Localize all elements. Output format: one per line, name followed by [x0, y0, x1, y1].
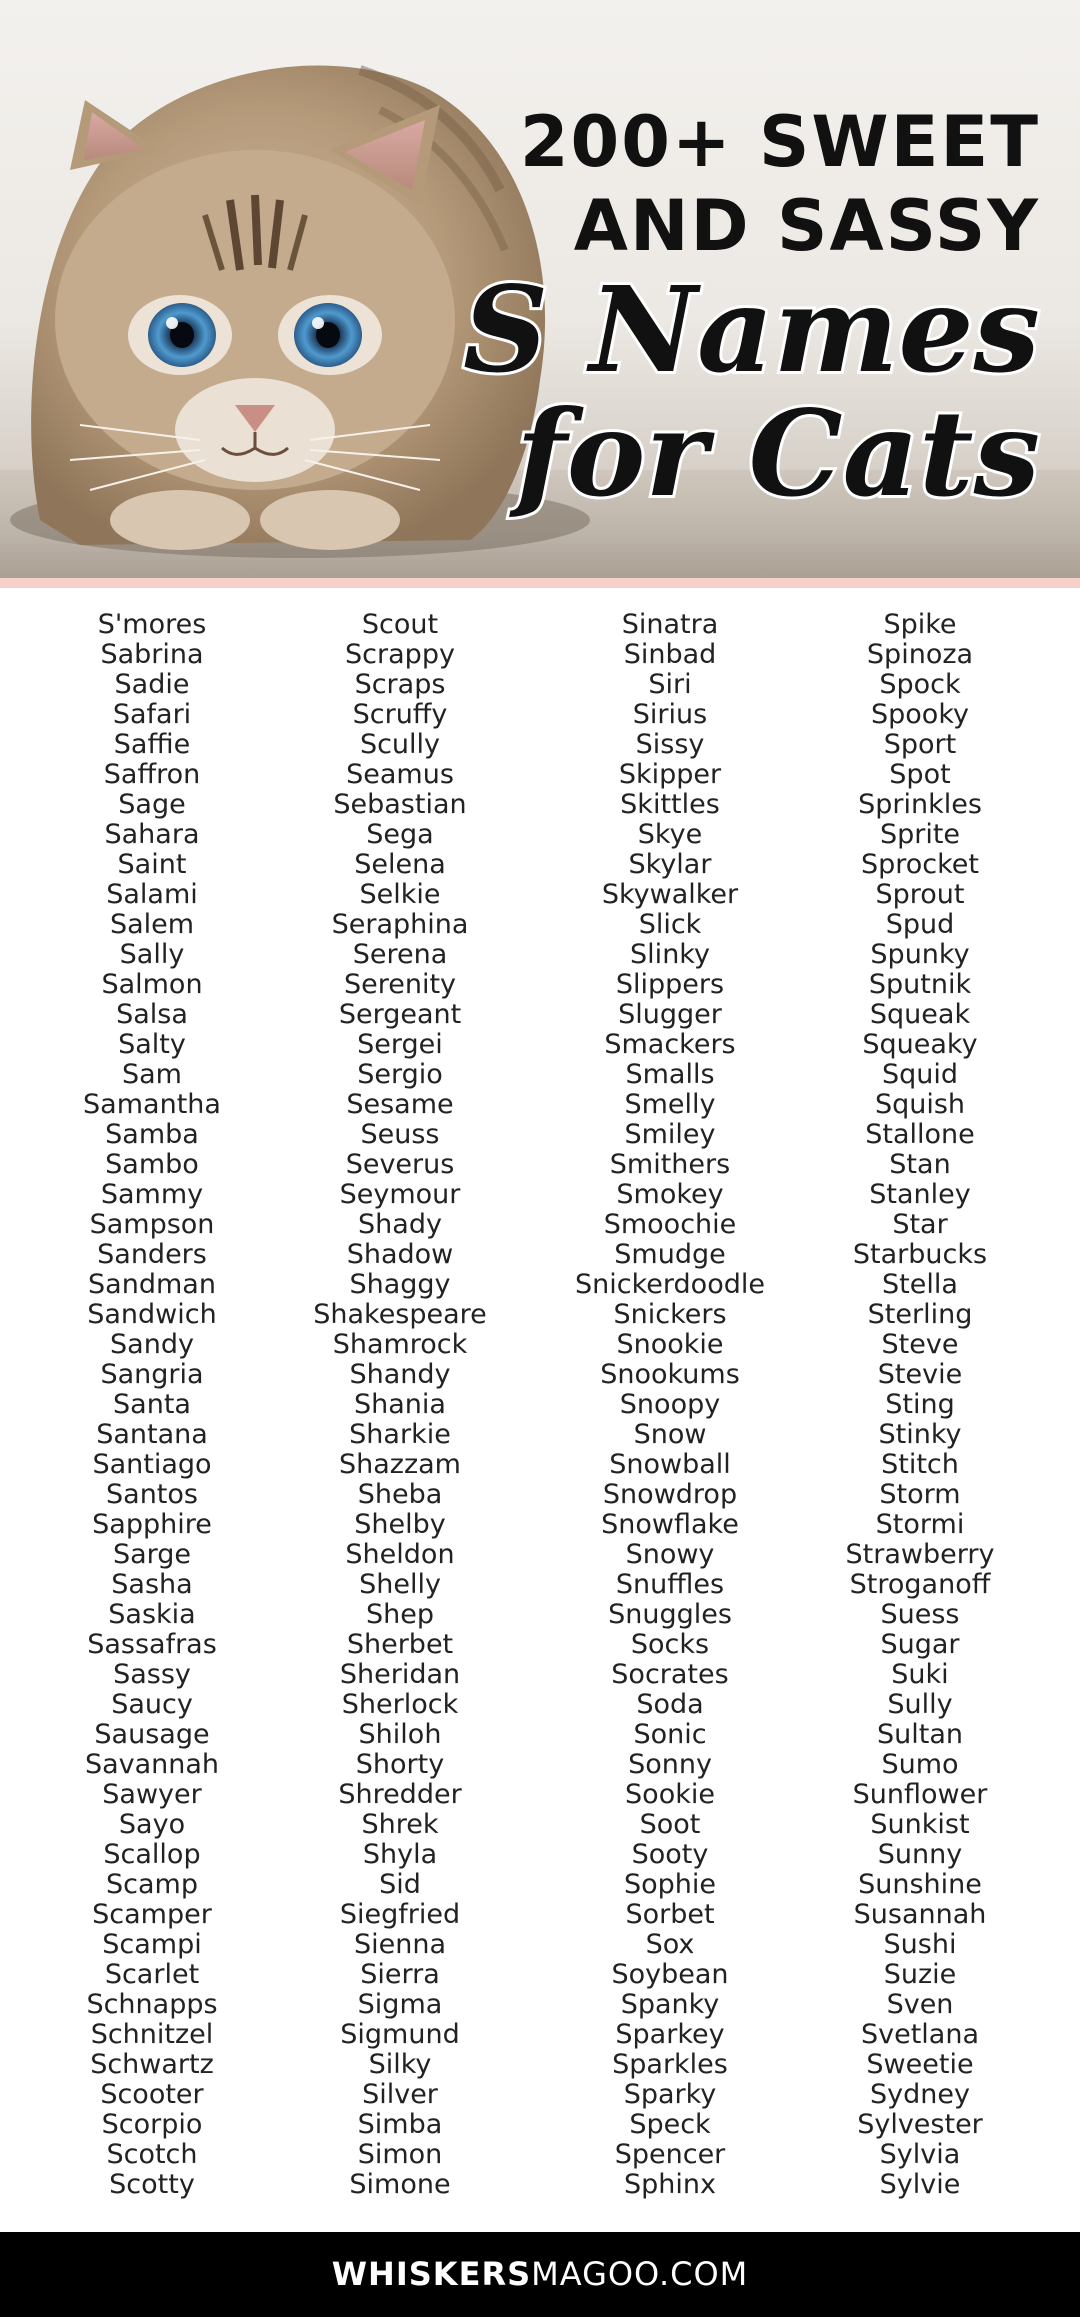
name-item: Sonic: [633, 1719, 707, 1750]
name-item: Sergei: [357, 1029, 443, 1060]
headline: [440, 100, 1040, 523]
name-item: Skipper: [618, 759, 722, 790]
name-item: Snowflake: [601, 1509, 739, 1540]
name-item: Scampi: [102, 1929, 202, 1960]
name-item: Santos: [106, 1479, 198, 1510]
name-item: Scotch: [106, 2139, 198, 2170]
name-item: Shelly: [359, 1569, 441, 1600]
name-item: Sooty: [631, 1839, 709, 1870]
name-item: Saffie: [113, 729, 191, 760]
name-item: Scallop: [103, 1839, 201, 1870]
name-item: Sasha: [111, 1569, 193, 1600]
name-item: Spike: [883, 609, 957, 640]
name-item: Stella: [882, 1269, 958, 1300]
name-item: Snowball: [609, 1449, 731, 1480]
name-item: Scruffy: [352, 699, 448, 730]
name-item: Spanky: [620, 1989, 720, 2020]
name-item: Shania: [354, 1389, 446, 1420]
name-item: Sandwich: [87, 1299, 217, 1330]
name-item: Skye: [637, 819, 703, 850]
name-item: Spencer: [614, 2139, 726, 2170]
name-item: Sinatra: [621, 609, 719, 640]
name-item: Scraps: [354, 669, 446, 700]
name-item: Schnapps: [86, 1989, 218, 2020]
name-item: Scrappy: [345, 639, 455, 670]
name-item: Sandy: [110, 1329, 194, 1360]
name-item: Sylvie: [879, 2169, 961, 2200]
name-item: Scarlet: [104, 1959, 200, 1990]
name-item: Snowdrop: [602, 1479, 738, 1510]
name-item: Sunny: [877, 1839, 963, 1870]
name-item: Seymour: [339, 1179, 461, 1210]
name-item: Suzie: [883, 1959, 957, 1990]
name-item: Siegfried: [339, 1899, 461, 1930]
name-item: Shandy: [349, 1359, 451, 1390]
name-item: Sawyer: [102, 1779, 202, 1810]
name-item: Sanders: [97, 1239, 207, 1270]
name-item: Sparky: [623, 2079, 717, 2110]
name-item: Samba: [105, 1119, 199, 1150]
name-item: Shorty: [355, 1749, 445, 1780]
name-item: Snickers: [613, 1299, 727, 1330]
name-item: Stormi: [875, 1509, 965, 1540]
name-item: Saffron: [103, 759, 201, 790]
name-item: Smoochie: [603, 1209, 737, 1240]
name-item: Santiago: [92, 1449, 212, 1480]
name-item: S'mores: [97, 609, 207, 640]
name-item: Scooter: [100, 2079, 204, 2110]
name-item: Stroganoff: [849, 1569, 991, 1600]
name-item: Sushi: [883, 1929, 957, 1960]
name-item: Smokey: [616, 1179, 724, 1210]
name-item: Soot: [639, 1809, 701, 1840]
name-item: Shadow: [346, 1239, 454, 1270]
name-item: Sheridan: [339, 1659, 461, 1690]
name-item: Sunkist: [870, 1809, 970, 1840]
names-column-1: [22, 610, 282, 2200]
name-item: Sally: [119, 939, 185, 970]
name-item: Sausage: [94, 1719, 210, 1750]
name-item: Squeak: [869, 999, 971, 1030]
name-item: Sigmund: [340, 2019, 460, 2050]
name-item: Stitch: [881, 1449, 959, 1480]
name-item: Suess: [880, 1599, 960, 1630]
name-item: Sebastian: [333, 789, 467, 820]
name-item: Schwartz: [90, 2049, 214, 2080]
name-item: Siri: [648, 669, 692, 700]
name-item: Salmon: [101, 969, 203, 1000]
name-item: Speck: [629, 2109, 711, 2140]
name-item: Star: [892, 1209, 948, 1240]
name-item: Smalls: [625, 1059, 715, 1090]
name-item: Spinoza: [866, 639, 974, 670]
name-item: Sugar: [880, 1629, 960, 1660]
name-item: Sangria: [100, 1359, 204, 1390]
name-item: Sinbad: [623, 639, 717, 670]
name-item: Spot: [889, 759, 951, 790]
name-item: Scotty: [109, 2169, 195, 2200]
name-item: Slippers: [615, 969, 725, 1000]
name-item: Slugger: [618, 999, 722, 1030]
name-item: Shakespeare: [313, 1299, 487, 1330]
name-item: Squish: [874, 1089, 966, 1120]
name-item: Sirius: [632, 699, 708, 730]
name-item: Sam: [122, 1059, 182, 1090]
name-item: Scully: [359, 729, 441, 760]
name-item: Scamper: [92, 1899, 212, 1930]
name-item: Stan: [889, 1149, 951, 1180]
name-item: Snuffles: [615, 1569, 725, 1600]
name-item: Smelly: [624, 1089, 716, 1120]
name-item: Sven: [886, 1989, 954, 2020]
headline-line-3: S Names: [463, 260, 1040, 399]
headline-line-1: 200+ SWEET: [519, 101, 1040, 183]
name-item: Shyla: [362, 1839, 438, 1870]
name-item: Simba: [357, 2109, 443, 2140]
name-item: Sesame: [346, 1089, 454, 1120]
name-item: Soybean: [611, 1959, 729, 1990]
name-item: Savannah: [84, 1749, 220, 1780]
name-item: Skittles: [620, 789, 720, 820]
name-item: Snuggles: [608, 1599, 732, 1630]
name-item: Sigma: [357, 1989, 443, 2020]
name-item: Salty: [118, 1029, 186, 1060]
name-item: Scout: [361, 609, 439, 640]
name-item: Shazzam: [339, 1449, 461, 1480]
name-item: Sterling: [867, 1299, 973, 1330]
name-item: Shrek: [361, 1809, 439, 1840]
name-item: Skylar: [628, 849, 712, 880]
name-item: Spunky: [870, 939, 970, 970]
name-item: Snowy: [625, 1539, 715, 1570]
name-item: Salem: [109, 909, 195, 940]
footer-brand-bold: WHISKERS: [331, 2255, 532, 2293]
name-item: Sphinx: [624, 2169, 716, 2200]
name-item: Stallone: [865, 1119, 975, 1150]
name-item: Socrates: [611, 1659, 729, 1690]
name-item: Sputnik: [868, 969, 972, 1000]
name-item: Strawberry: [845, 1539, 995, 1570]
name-item: Stevie: [877, 1359, 963, 1390]
name-item: Safari: [112, 699, 192, 730]
names-column-3: [540, 610, 800, 2200]
name-item: Spud: [885, 909, 955, 940]
name-item: Sumo: [881, 1749, 959, 1780]
name-item: Shredder: [338, 1779, 462, 1810]
name-item: Shamrock: [332, 1329, 468, 1360]
name-item: Snow: [633, 1419, 707, 1450]
name-item: Shelby: [354, 1509, 446, 1540]
name-item: Stinky: [878, 1419, 962, 1450]
name-item: Sahara: [104, 819, 200, 850]
name-item: Sonny: [628, 1749, 712, 1780]
name-item: Seraphina: [331, 909, 469, 940]
name-item: Sweetie: [866, 2049, 974, 2080]
name-item: Silky: [368, 2049, 432, 2080]
name-item: Sultan: [877, 1719, 963, 1750]
name-item: Scamp: [106, 1869, 198, 1900]
name-item: Salami: [106, 879, 198, 910]
name-item: Saskia: [108, 1599, 196, 1630]
name-item: Sprite: [879, 819, 961, 850]
name-item: Svetlana: [860, 2019, 980, 2050]
name-item: Shady: [358, 1209, 442, 1240]
name-item: Sprinkles: [858, 789, 982, 820]
name-item: Stanley: [869, 1179, 971, 1210]
name-item: Sambo: [105, 1149, 199, 1180]
name-item: Sienna: [353, 1929, 447, 1960]
names-column-2: [270, 610, 530, 2200]
name-item: Slinky: [630, 939, 710, 970]
name-item: Seuss: [360, 1119, 440, 1150]
name-item: Severus: [345, 1149, 455, 1180]
name-item: Selena: [354, 849, 446, 880]
name-item: Squeaky: [862, 1029, 978, 1060]
name-item: Spooky: [871, 699, 969, 730]
name-item: Santana: [96, 1419, 208, 1450]
name-item: Serena: [352, 939, 448, 970]
name-item: Sayo: [118, 1809, 186, 1840]
name-item: Selkie: [359, 879, 441, 910]
name-item: Seamus: [346, 759, 454, 790]
name-item: Santa: [113, 1389, 191, 1420]
name-item: Sierra: [360, 1959, 440, 1990]
name-item: Sid: [379, 1869, 421, 1900]
name-item: Susannah: [853, 1899, 987, 1930]
name-item: Sabrina: [100, 639, 204, 670]
name-item: Slick: [638, 909, 702, 940]
name-item: Simone: [349, 2169, 451, 2200]
name-item: Smackers: [604, 1029, 736, 1060]
name-item: Simon: [357, 2139, 443, 2170]
name-item: Sunflower: [852, 1779, 988, 1810]
name-item: Sparkles: [612, 2049, 728, 2080]
name-item: Schnitzel: [90, 2019, 214, 2050]
name-item: Sully: [887, 1689, 953, 1720]
name-item: Squid: [881, 1059, 959, 1090]
name-item: Storm: [879, 1479, 961, 1510]
name-item: Sergeant: [338, 999, 462, 1030]
name-item: Sylvia: [879, 2139, 961, 2170]
name-item: Snookums: [600, 1359, 740, 1390]
name-item: Sting: [885, 1389, 955, 1420]
name-item: Serenity: [343, 969, 457, 1000]
name-item: Samantha: [83, 1089, 221, 1120]
name-item: Shiloh: [358, 1719, 442, 1750]
name-item: Sage: [118, 789, 186, 820]
name-item: Smiley: [624, 1119, 716, 1150]
headline-line-2: AND SASSY: [573, 185, 1040, 267]
name-item: Suki: [891, 1659, 949, 1690]
name-item: Socks: [630, 1629, 710, 1660]
name-item: Shep: [365, 1599, 434, 1630]
name-item: Sophie: [623, 1869, 717, 1900]
name-item: Sunshine: [858, 1869, 982, 1900]
name-item: Sissy: [635, 729, 705, 760]
name-item: Salsa: [116, 999, 188, 1030]
name-item: Sprocket: [860, 849, 980, 880]
name-item: Sydney: [870, 2079, 970, 2110]
name-item: Sookie: [625, 1779, 715, 1810]
name-item: Sadie: [114, 669, 190, 700]
name-item: Starbucks: [852, 1239, 988, 1270]
name-item: Spock: [879, 669, 961, 700]
name-item: Skywalker: [601, 879, 739, 910]
headline-line-4: for Cats: [515, 384, 1040, 523]
name-item: Silver: [362, 2079, 438, 2110]
name-item: Sassy: [113, 1659, 191, 1690]
name-item: Sylvester: [857, 2109, 983, 2140]
footer-brand-rest: MAGOO.COM: [531, 2255, 749, 2293]
name-item: Sport: [883, 729, 957, 760]
name-item: Sheba: [357, 1479, 443, 1510]
name-item: Sorbet: [625, 1899, 715, 1930]
name-item: Snoopy: [619, 1389, 721, 1420]
name-item: Sandman: [88, 1269, 216, 1300]
name-item: Sassafras: [87, 1629, 217, 1660]
names-column-4: [790, 610, 1050, 2200]
name-item: Soda: [636, 1689, 704, 1720]
hero-banner: [0, 0, 1080, 578]
name-item: Sheldon: [345, 1539, 455, 1570]
name-item: Sega: [366, 819, 434, 850]
name-item: Sox: [645, 1929, 695, 1960]
name-item: Sherlock: [341, 1689, 459, 1720]
name-item: Snookie: [616, 1329, 724, 1360]
name-item: Sammy: [100, 1179, 204, 1210]
name-item: Steve: [881, 1329, 959, 1360]
name-item: Sherbet: [346, 1629, 454, 1660]
name-item: Sergio: [357, 1059, 443, 1090]
name-item: Sampson: [89, 1209, 215, 1240]
name-item: Smithers: [609, 1149, 731, 1180]
name-item: Sprout: [875, 879, 965, 910]
name-item: Saucy: [111, 1689, 193, 1720]
name-item: Sarge: [112, 1539, 192, 1570]
name-item: Snickerdoodle: [575, 1269, 765, 1300]
name-item: Shaggy: [349, 1269, 451, 1300]
name-item: Scorpio: [101, 2109, 203, 2140]
name-item: Sharkie: [349, 1419, 451, 1450]
footer: [0, 2232, 1080, 2317]
pink-divider: [0, 578, 1080, 588]
name-item: Sparkey: [615, 2019, 725, 2050]
name-item: Sapphire: [92, 1509, 212, 1540]
name-item: Smudge: [614, 1239, 726, 1270]
name-item: Saint: [117, 849, 187, 880]
